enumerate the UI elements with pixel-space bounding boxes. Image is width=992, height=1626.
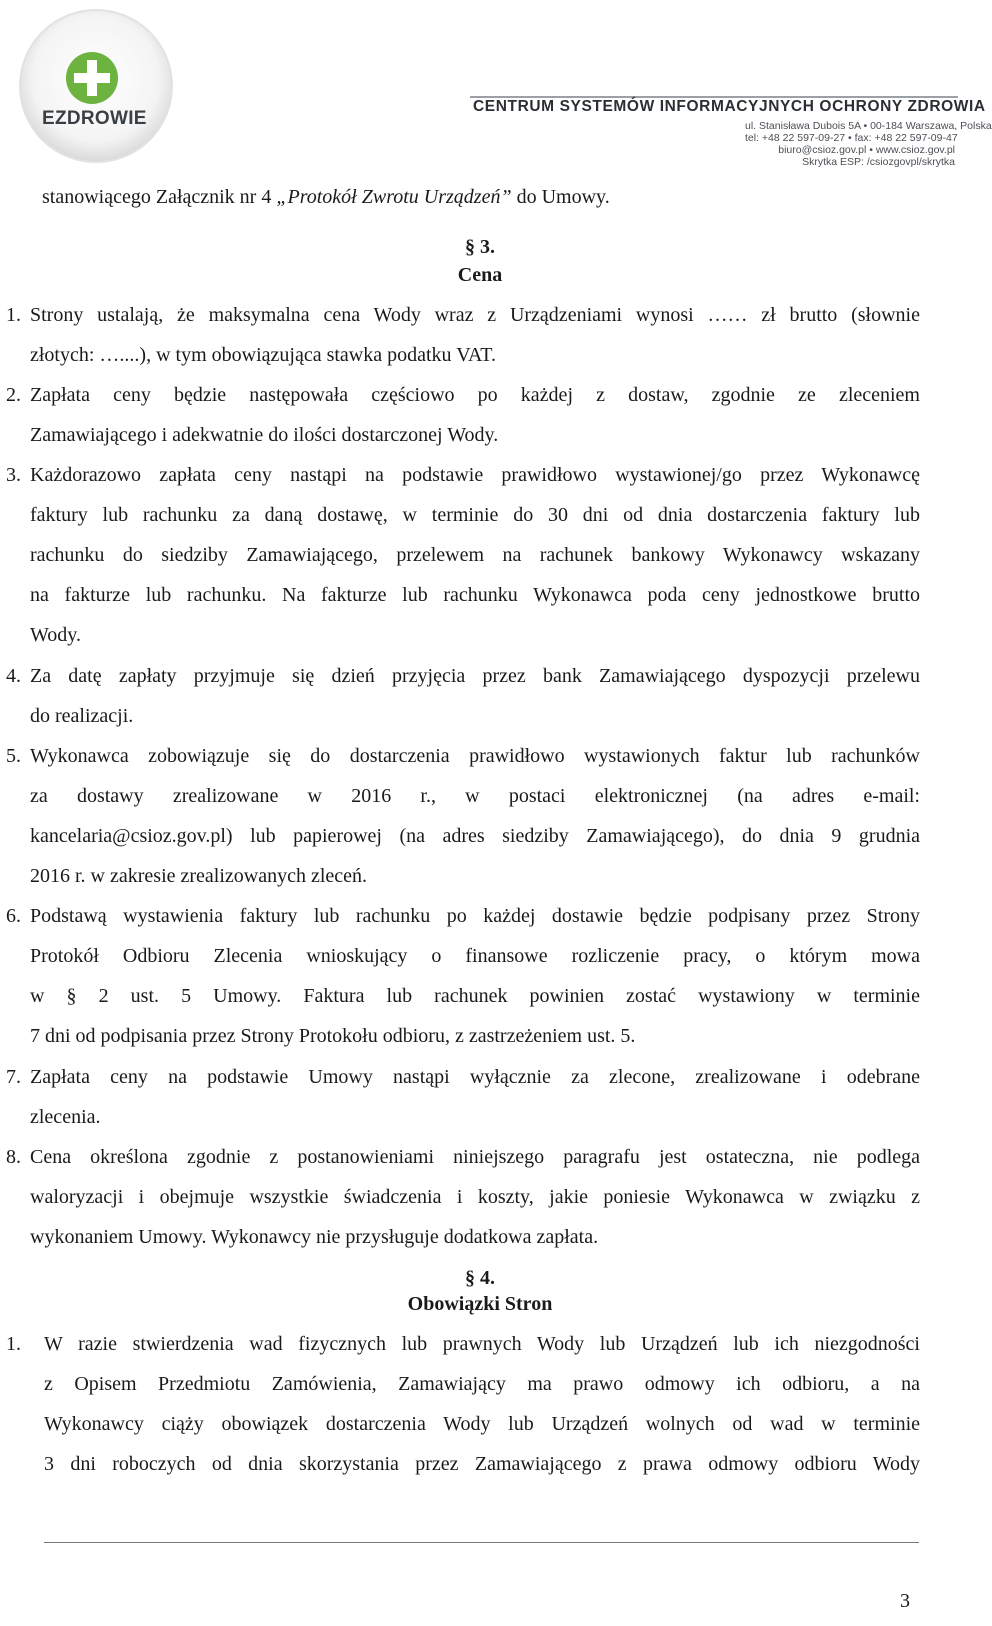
item-text-line: Każdorazowo zapłata ceny nastąpi na podstawie prawidłowo wystawionej/go przez Wykonawcę [30, 464, 920, 486]
item-text-line: Protokół Odbioru Zlecenia wnioskujący o finansowe rozliczenie pracy, o którym mowa [30, 945, 920, 967]
item-number: 6. [6, 905, 21, 927]
item-text-line: w § 2 ust. 5 Umowy. Faktura lub rachunek powinien zostać wystawiony w terminie [30, 985, 920, 1007]
item-text-line: Zamawiającego i adekwatnie do ilości dostarczonej Wody. [30, 424, 499, 446]
item-number: 2. [6, 384, 21, 406]
item-text-line: na fakturze lub rachunku. Na fakturze lub rachunku Wykonawca poda ceny jednostkowe brutto [30, 584, 920, 606]
item-text-line: wykonaniem Umowy. Wykonawcy nie przysługuje dodatkowa zapłata. [30, 1226, 599, 1248]
item-text-line: z Opisem Przedmiotu Zamówienia, Zamawiający ma prawo odmowy ich odbioru, a na [44, 1373, 920, 1395]
item-text-line: za dostawy zrealizowane w 2016 r., w postaci elektronicznej (na adres e-mail: [30, 785, 920, 807]
page-number: 3 [900, 1590, 910, 1612]
item-number: 3. [6, 464, 21, 486]
item-number: 5. [6, 745, 21, 767]
item-number: 4. [6, 665, 21, 687]
item-text-line: Strony ustalają, że maksymalna cena Wody wraz z Urządzeniami wynosi …… zł brutto (słownie [30, 304, 920, 326]
logo-circle-icon [16, 6, 176, 166]
section-4-number: § 4. [465, 1267, 495, 1289]
intro-line [42, 186, 610, 209]
intro-text: stanowiącego Załącznik nr 4 [42, 186, 277, 208]
item-number: 8. [6, 1146, 21, 1168]
item-text-line: Wody. [30, 624, 81, 646]
item-text-line: Zapłata ceny na podstawie Umowy nastąpi wyłącznie za zlecone, zrealizowane i odebrane [30, 1066, 920, 1088]
item-text-line: złotych: …....), w tym obowiązująca stawka podatku VAT. [30, 344, 497, 366]
item-text-line: waloryzacji i obejmuje wszystkie świadczenia i koszty, jakie poniesie Wykonawca w związku z [30, 1186, 920, 1208]
item-text-line: 2016 r. w zakresie zrealizowanych zleceń. [30, 865, 368, 887]
item-text-line: Wykonawcy ciąży obowiązek dostarczenia Wody lub Urządzeń wolnych od wad w terminie [44, 1413, 920, 1435]
organization-name: CENTRUM SYSTEMÓW INFORMACYJNYCH OCHRONY ZDROWIA [473, 98, 986, 115]
contact-skrytka: Skrytka ESP: /csiozgovpl/skrytka [802, 156, 955, 168]
item-number: 1. [6, 304, 21, 326]
section-3-title: Cena [457, 264, 503, 286]
item-number: 7. [6, 1066, 21, 1088]
item-text-line: zlecenia. [30, 1106, 101, 1128]
section-3-number: § 3. [465, 236, 495, 258]
logo-wordmark: EZDROWIE [42, 108, 147, 129]
item-text-line: Za datę zapłaty przyjmuje się dzień przyjęcia przez bank Zamawiającego dyspozycji przelewu [30, 665, 920, 687]
contact-phone: tel: +48 22 597-09-27 • fax: +48 22 597-09-47 [745, 132, 958, 144]
item-text-line: W razie stwierdzenia wad fizycznych lub prawnych Wody lub Urządzeń lub ich niezgodności [44, 1333, 920, 1355]
contact-email[interactable]: biuro@csioz.gov.pl • www.csioz.gov.pl [778, 144, 955, 156]
item-text-line: Cena określona zgodnie z postanowieniami niniejszego paragrafu jest ostateczna, nie podlega [30, 1146, 920, 1168]
section-4-title: Obowiązki Stron [407, 1293, 553, 1315]
item-number: 1. [6, 1333, 21, 1355]
item-text-line: 3 dni roboczych od dnia skorzystania przez Zamawiającego z prawa odmowy odbioru Wody [44, 1453, 920, 1475]
item-text-line: 7 dni od podpisania przez Strony Protokołu odbioru, z zastrzeżeniem ust. 5. [30, 1025, 636, 1047]
item-text-line: do realizacji. [30, 705, 134, 727]
item-text-line: rachunku do siedziby Zamawiającego, przelewem na rachunek bankowy Wykonawcy wskazany [30, 544, 920, 566]
contact-address: ul. Stanisława Dubois 5A • 00-184 Warszawa, Polska [745, 120, 992, 132]
letterhead [0, 0, 992, 180]
item-text-line: kancelaria@csioz.gov.pl) lub papierowej (na adres siedziby Zamawiającego), do dnia 9 grudnia [30, 825, 920, 847]
footer-divider [44, 1542, 919, 1543]
intro-italic-title: „Protokół Zwrotu Urządzeń” [276, 186, 512, 208]
item-text-line: Zapłata ceny będzie następowała częściowo po każdej z dostaw, zgodnie ze zleceniem [30, 384, 920, 406]
contact-block [745, 120, 992, 168]
intro-text-end: do Umowy. [511, 186, 610, 208]
item-text-line: faktury lub rachunku za daną dostawę, w terminie do 30 dni od dnia dostarczenia faktury lub [30, 504, 920, 526]
item-text-line: Wykonawca zobowiązuje się do dostarczenia prawidłowo wystawionych faktur lub rachunków [30, 745, 920, 767]
ezdrowie-logo [16, 6, 176, 166]
item-text-line: Podstawą wystawienia faktury lub rachunku po każdej dostawie będzie podpisany przez Strony [30, 905, 920, 927]
